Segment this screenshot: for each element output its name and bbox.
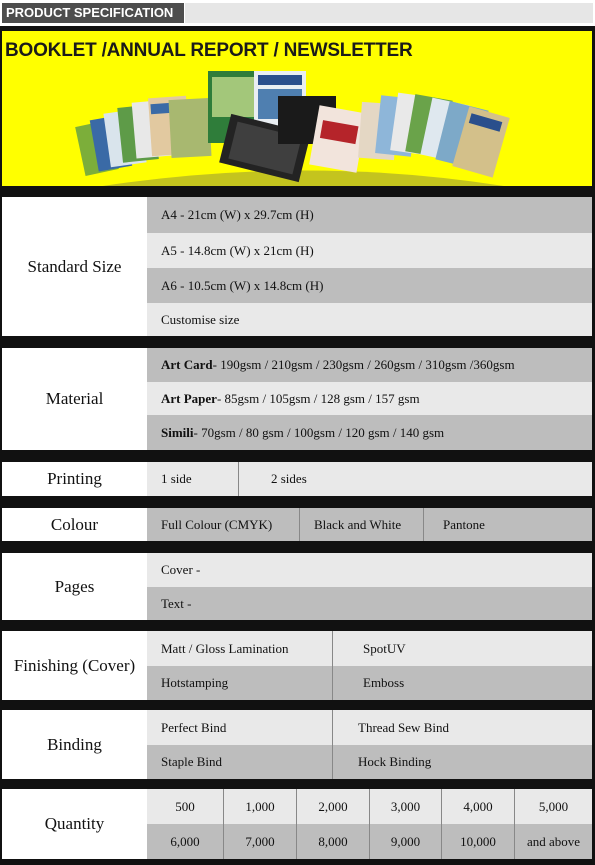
quantity-cell: 1,000 [223,789,296,824]
binding-perfect: Perfect Bind [147,710,332,745]
quantity-cell: 4,000 [441,789,514,824]
header-strip [185,3,593,23]
size-option-a6: A6 - 10.5cm (W) x 14.8cm (H) [147,268,592,303]
header-bar [0,0,595,26]
quantity-cell: 3,000 [369,789,441,824]
binding-thread-sew: Thread Sew Bind [332,710,592,745]
booklet-left-fan [75,96,211,176]
printing-option-2-sides: 2 sides [238,462,592,496]
banner-title: BOOKLET /ANNUAL REPORT / NEWSLETTER [5,40,413,61]
binding-label: Binding [2,710,147,779]
quantity-cell: 2,000 [296,789,369,824]
binding-hock: Hock Binding [332,745,592,779]
material-name: Art Paper [161,390,217,406]
finishing-emboss: Emboss [332,666,592,700]
material-art-card [147,348,592,382]
material-detail: - 85gsm / 105gsm / 128 gsm / 157 gsm [216,390,420,406]
quantity-cell: 10,000 [441,824,514,859]
printing-label: Printing [2,462,147,496]
quantity-cell: 5,000 [514,789,592,824]
colour-option-cmyk: Full Colour (CMYK) [147,508,299,541]
booklet-center-stack [208,71,367,182]
material-art-paper [147,382,592,415]
quantity-label: Quantity [2,789,147,859]
material-name: Simili [161,424,194,440]
pages-label: Pages [2,553,147,620]
finishing-label: Finishing (Cover) [2,631,147,700]
pages-cover: Cover - [147,553,592,587]
finishing-hotstamping: Hotstamping [147,666,332,700]
printing-option-1-side: 1 side [147,462,238,496]
colour-option-bw: Black and White [299,508,423,541]
quantity-cell: 8,000 [296,824,369,859]
pages-text: Text - [147,587,592,620]
quantity-cell: and above [514,824,592,859]
size-option-a5: A5 - 14.8cm (W) x 21cm (H) [147,233,592,268]
quantity-cell: 500 [147,789,223,824]
finishing-lamination: Matt / Gloss Lamination [147,631,332,666]
material-simili [147,415,592,450]
quantity-cell: 9,000 [369,824,441,859]
binding-staple: Staple Bind [147,745,332,779]
quantity-cell: 7,000 [223,824,296,859]
material-label: Material [2,348,147,450]
colour-label: Colour [2,508,147,541]
material-detail: - 70gsm / 80 gsm / 100gsm / 120 gsm / 140 gsm [193,424,445,440]
quantity-cell: 6,000 [147,824,223,859]
size-option-a4: A4 - 21cm (W) x 29.7cm (H) [147,197,592,233]
header-title: PRODUCT SPECIFICATION [2,3,184,23]
material-detail: - 190gsm / 210gsm / 230gsm / 260gsm / 310gsm /360gsm [212,357,515,372]
product-banner [2,31,592,186]
material-name: Art Card [161,357,213,372]
colour-option-pantone: Pantone [423,508,592,541]
standard-size-label: Standard Size [2,197,147,336]
finishing-spotuv: SpotUV [332,631,592,666]
size-option-custom: Customise size [147,303,592,336]
booklet-right-fan [358,93,510,178]
